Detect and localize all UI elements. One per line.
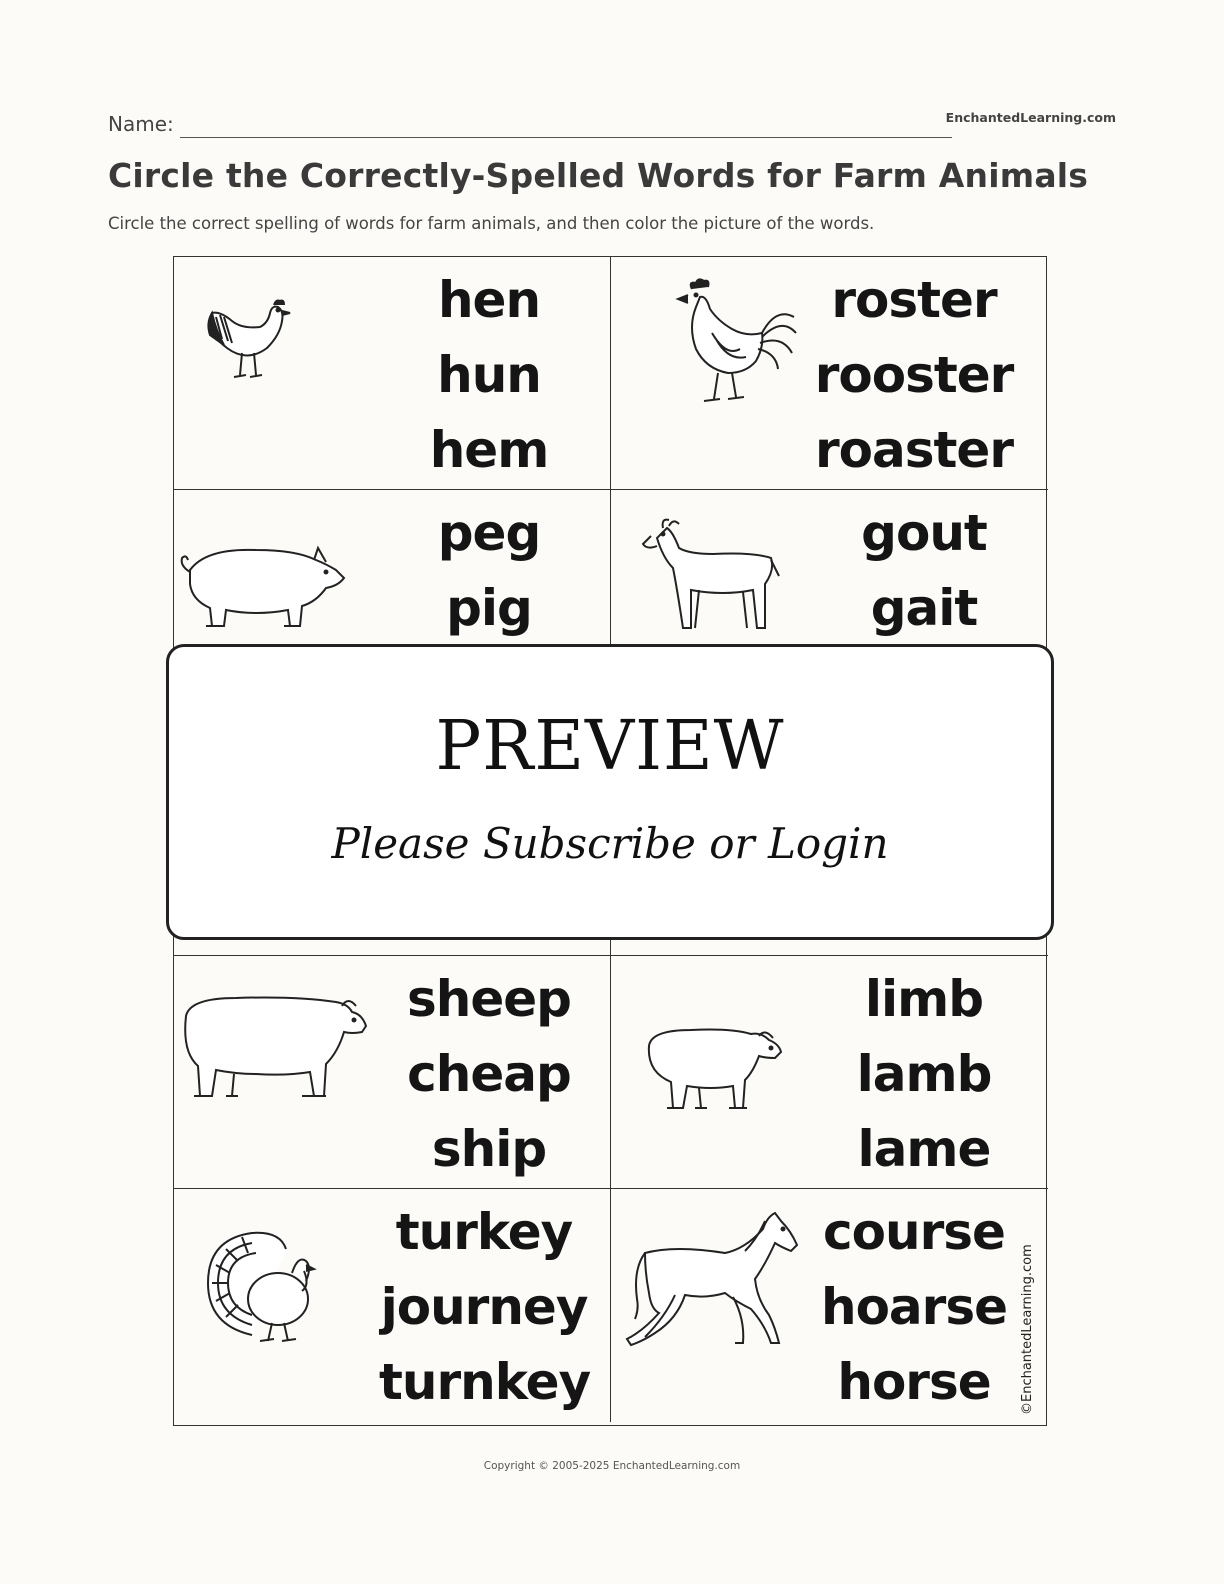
word-options: [809, 263, 1019, 488]
word-option[interactable]: horse: [837, 1353, 991, 1411]
name-label: Name:: [108, 112, 174, 136]
word-option[interactable]: turnkey: [379, 1353, 591, 1411]
word-option[interactable]: gout: [861, 504, 987, 562]
copyright: Copyright © 2005-2025 EnchantedLearning.com: [483, 1460, 741, 1472]
word-options: [809, 1195, 1019, 1420]
hen-icon: [202, 293, 302, 388]
subscribe-login-link[interactable]: Please Subscribe or Login: [331, 819, 889, 868]
word-option[interactable]: turkey: [395, 1203, 573, 1261]
cell-horse: [611, 1189, 1048, 1422]
word-option[interactable]: peg: [437, 504, 541, 562]
word-option[interactable]: lamb: [856, 1045, 992, 1103]
word-options: [819, 962, 1029, 1187]
word-option[interactable]: hoarse: [820, 1278, 1008, 1336]
cell-sheep: [174, 956, 611, 1189]
word-option[interactable]: roaster: [815, 421, 1013, 479]
cell-turkey: [174, 1189, 611, 1422]
cell-rooster: [611, 257, 1048, 490]
horse-icon: [615, 1209, 805, 1354]
word-option[interactable]: limb: [864, 970, 984, 1028]
preview-overlay[interactable]: [166, 644, 1054, 940]
word-options: [379, 1195, 589, 1420]
word-option[interactable]: journey: [380, 1278, 588, 1336]
word-option[interactable]: roster: [831, 271, 997, 329]
lamb-icon: [641, 1026, 786, 1116]
page-title: Circle the Correctly-Spelled Words for Farm Animals: [108, 156, 1089, 195]
word-option[interactable]: cheap: [407, 1045, 571, 1103]
cell-hen: [174, 257, 611, 490]
cell-lamb: [611, 956, 1048, 1189]
word-option[interactable]: gait: [870, 579, 978, 637]
word-options: [819, 496, 1029, 646]
goat-icon: [633, 518, 793, 638]
word-option[interactable]: sheep: [407, 970, 571, 1028]
word-options: [384, 962, 594, 1187]
word-option[interactable]: ship: [431, 1120, 547, 1178]
name-write-line: [180, 137, 952, 138]
vertical-credit: ©EnchantedLearning.com: [1020, 1244, 1035, 1415]
word-options: [384, 496, 594, 646]
site-logo: EnchantedLearning.com: [945, 110, 1116, 125]
word-option[interactable]: hen: [437, 271, 541, 329]
instructions: Circle the correct spelling of words for farm animals, and then color the picture of the words.: [108, 214, 875, 233]
word-option[interactable]: pig: [446, 579, 532, 637]
turkey-icon: [202, 1225, 327, 1345]
word-option[interactable]: lame: [857, 1120, 991, 1178]
name-row: [108, 110, 952, 140]
rooster-icon: [666, 277, 801, 407]
sheep-icon: [176, 992, 371, 1107]
word-options: [384, 263, 594, 488]
preview-title: PREVIEW: [435, 707, 785, 786]
word-option[interactable]: rooster: [814, 346, 1014, 404]
pig-icon: [176, 540, 351, 635]
word-option[interactable]: course: [823, 1203, 1005, 1261]
word-option[interactable]: hem: [429, 421, 549, 479]
word-option[interactable]: hun: [437, 346, 541, 404]
